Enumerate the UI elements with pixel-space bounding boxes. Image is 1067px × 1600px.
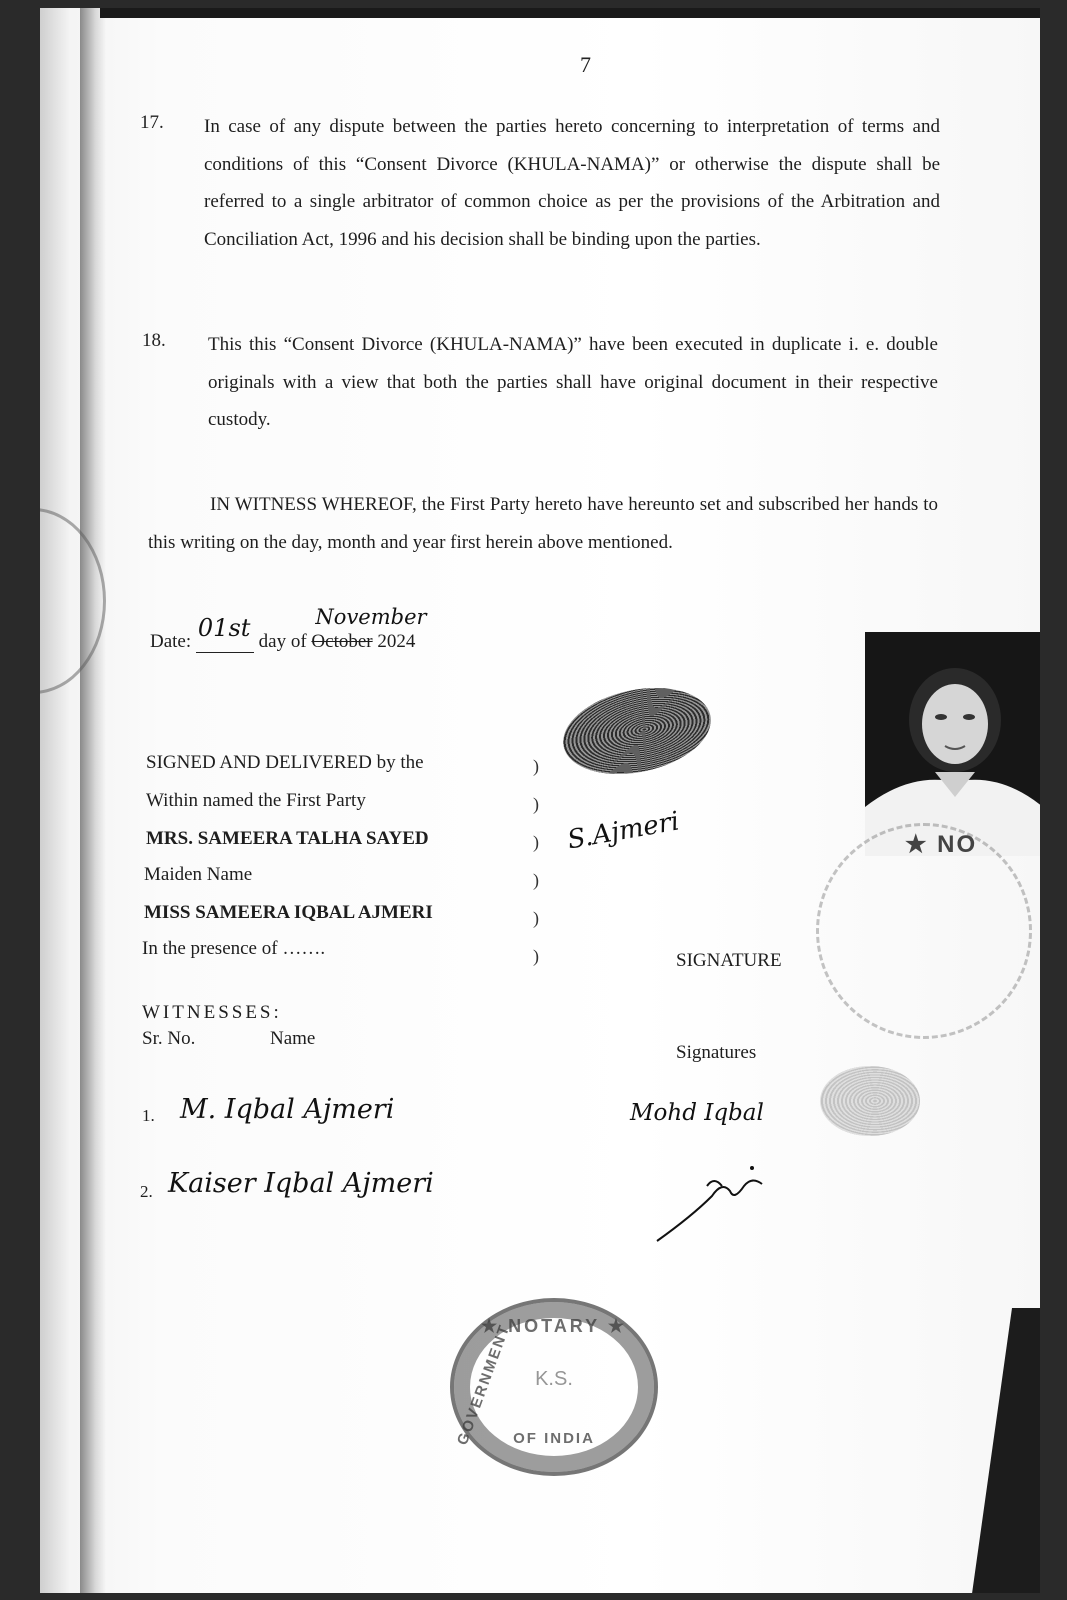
date-year: 2024 xyxy=(377,631,416,652)
witness-2-name: Kaiser Iqbal Ajmeri xyxy=(168,1168,434,1199)
witness-col-name: Name xyxy=(270,1028,316,1049)
signed-line-1: SIGNED AND DELIVERED by the xyxy=(146,752,424,773)
date-month-struck: October xyxy=(311,631,373,652)
maiden-name-label: Maiden Name xyxy=(144,864,253,885)
notary-stamp-top: ★ NOTARY ★ xyxy=(481,1316,627,1336)
signature-label: SIGNATURE xyxy=(676,950,782,971)
witness-col-signatures: Signatures xyxy=(676,1042,757,1063)
document-page xyxy=(40,8,1040,1593)
witnesses-heading: WITNESSES: xyxy=(142,1002,282,1023)
first-party-name: MRS. SAMEERA TALHA SAYED xyxy=(146,828,429,849)
date-month-handwritten: November xyxy=(315,605,427,629)
witness-2-srno: 2. xyxy=(140,1182,153,1201)
clause-number-18: 18. xyxy=(142,330,166,351)
maiden-name: MISS SAMEERA IQBAL AJMERI xyxy=(144,902,433,923)
signed-line-2: Within named the First Party xyxy=(146,790,366,811)
witness-1-name: M. Iqbal Ajmeri xyxy=(180,1094,395,1125)
notary-stamp-left: GOVERNMENT xyxy=(453,1321,514,1448)
paren-1: ) xyxy=(533,756,539,776)
photo-overlap-stamp xyxy=(816,823,1032,1039)
witness-whereof-clause: IN WITNESS WHEREOF, the First Party hereto have hereunto set and subscribed her hands to this writing on the day, month and year first herein above mentioned. xyxy=(148,494,938,553)
date-day-blank xyxy=(196,614,254,653)
page-fold-shadow xyxy=(80,8,106,1593)
witness-1-srno: 1. xyxy=(142,1106,155,1125)
clause-number-17: 17. xyxy=(140,112,164,133)
witness-1-signature: Mohd Iqbal xyxy=(630,1100,764,1126)
notary-stamp-center: K.S. xyxy=(535,1368,573,1390)
date-label: Date: xyxy=(150,631,192,652)
thumb-impression xyxy=(555,675,719,786)
first-party-photo xyxy=(865,632,1040,856)
presence-line: In the presence of ……. xyxy=(142,938,326,959)
date-day-of: day of xyxy=(258,631,307,652)
clause-17-text: In case of any dispute between the parties hereto concerning to interpretation of terms and conditions of this “Consent Divorce (KHULA-NAMA)” or otherwise the dispute shall be referred to a single arbitrator of common choice as per the provisions of the Arbitration and Conciliation Act, 1996 and his decision shall be binding upon the parties. xyxy=(204,116,940,250)
paren-4: ) xyxy=(533,870,539,890)
photo-stamp-text: ★ NO xyxy=(905,831,978,856)
paren-3: ) xyxy=(533,832,539,852)
portrait-image xyxy=(865,632,1040,856)
witness-2-signature-mark xyxy=(652,1156,772,1246)
first-party-signature: S.Ajmeri xyxy=(565,806,682,856)
top-edge-shadow xyxy=(100,8,1040,18)
date-line xyxy=(150,605,427,653)
bottom-right-shadow xyxy=(970,1308,1040,1593)
witness-1-smudge xyxy=(820,1066,920,1136)
paren-6: ) xyxy=(533,946,539,966)
clause-18-text: This this “Consent Divorce (KHULA-NAMA)” have been executed in duplicate i. e. double originals with a view that both the parties shall have original document in their respective custody. xyxy=(208,334,938,430)
paren-5: ) xyxy=(533,908,539,928)
paren-2: ) xyxy=(533,794,539,814)
notary-stamp xyxy=(450,1298,658,1476)
witness-col-srno: Sr. No. xyxy=(142,1028,196,1049)
page-number: 7 xyxy=(580,52,591,77)
date-day-handwritten: 01st xyxy=(197,614,251,642)
notary-stamp-bottom: OF INDIA xyxy=(513,1430,595,1447)
